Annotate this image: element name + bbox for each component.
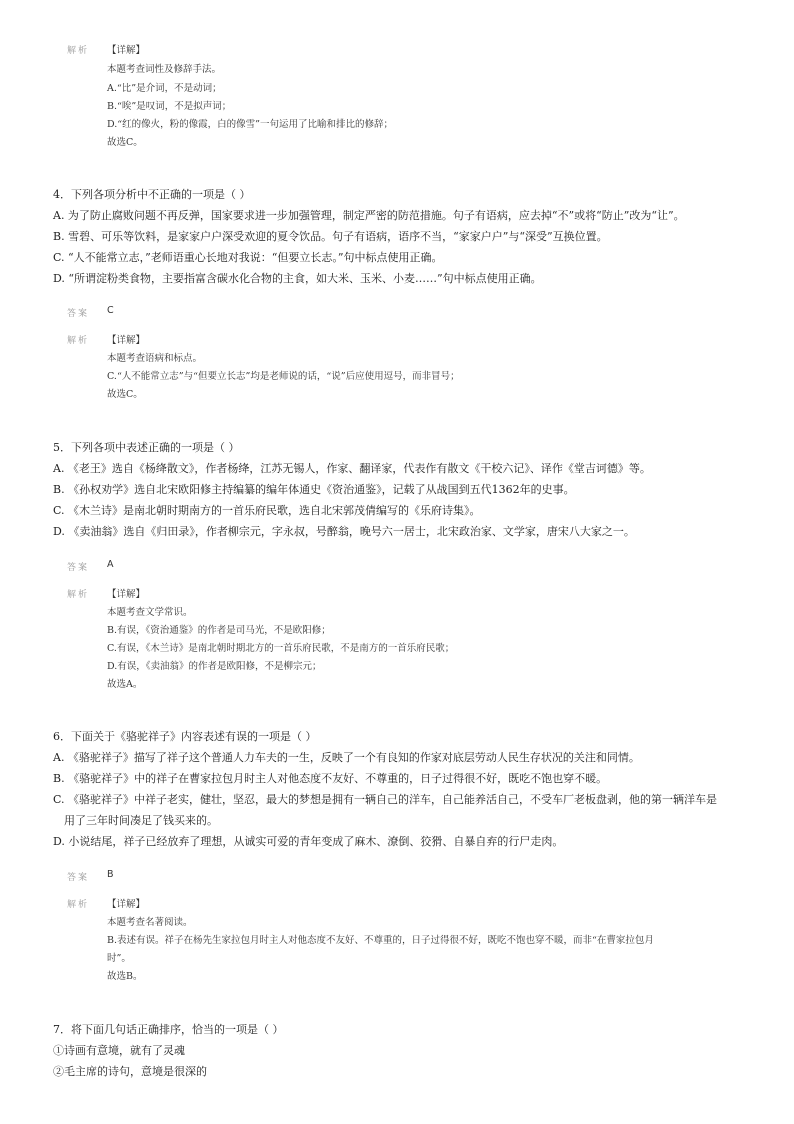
analysis-line: C.有误，《木兰诗》是南北朝时期北方的一首乐府民歌，不是南方的一首乐府民歌； [107, 643, 455, 654]
analysis-line: C.“人不能常立志”与“但要立长志”均是老师说的话，“说”后应使用逗号，而非冒号； [107, 371, 460, 382]
question-stem: 5．下列各项中表述正确的一项是（ ） [53, 441, 240, 454]
analysis-line: B.有误，《资治通鉴》的作者是司马光，不是欧阳修； [107, 625, 331, 636]
analysis-line: B.表述有误。祥子在杨先生家拉包月时主人对他态度不友好、不尊重的，日子过得很不好，既吃不饱也穿不暖，而非“在曹家拉包月 [107, 935, 654, 946]
analysis-label: 解析 [67, 336, 90, 346]
option-d: D. 小说结尾，祥子已经放弃了理想，从诚实可爱的青年变成了麻木、潦倒、狡猾、自暴自弃的行尸走肉。 [53, 835, 564, 848]
option-c: C. 《骆驼祥子》中祥子老实，健壮，坚忍，最大的梦想是拥有一辆自己的洋车，自己能养活自己，不受车厂老板盘剥，他的第一辆洋车是 [53, 793, 718, 806]
analysis-line: B.“唉”是叹词，不是拟声词； [107, 101, 232, 112]
answer-value: A [107, 559, 114, 570]
option-b: B. 雪碧、可乐等饮料，是家家户户深受欢迎的夏令饮品。句子有语病，语序不当，“家家户户”与“深受”互换位置。 [53, 230, 608, 243]
answer-value: B [107, 869, 114, 880]
list-item: ①诗画有意境，就有了灵魂 [53, 1044, 185, 1057]
option-a: A. 为了防止腐败问题不再反弹，国家要求进一步加强管理，制定严密的防范措施。句子有语病，应去掉“不”或将“防止”改为“让”。 [53, 209, 685, 222]
analysis-line: 故选C。 [107, 137, 143, 148]
option-a: A. 《骆驼祥子》描写了祥子这个普通人力车夫的一生，反映了一个有良知的作家对底层劳动人民生存状况的关注和同情。 [53, 751, 640, 764]
option-b: B. 《骆驼祥子》中的祥子在曹家拉包月时主人对他态度不友好、不尊重的，日子过得很不好，既吃不饱也穿不暖。 [53, 772, 608, 785]
detail-tag: 【详解】 [107, 335, 146, 346]
option-d: D. 《卖油翁》选自《归田录》，作者柳宗元，字永叔，号醉翁，晚号六一居士，北宋政治家、文学家，唐宋八大家之一。 [53, 525, 635, 538]
analysis-line: 本题考查词性及修辞手法。 [107, 64, 222, 75]
analysis-line: 故选A。 [107, 679, 143, 690]
option-c: C. “人不能常立志，”老师语重心长地对我说：“但要立长志。”句中标点使用正确。 [53, 251, 443, 264]
analysis-line: 本题考查文学常识。 [107, 607, 193, 618]
option-a: A. 《老王》选自《杨绛散文》，作者杨绛，江苏无锡人，作家、翻译家，代表作有散文《干校六记》、译作《堂吉诃德》等。 [53, 462, 651, 475]
option-c-continued: 用了三年时间凑足了钱买来的。 [64, 814, 218, 827]
question-stem: 7．将下面几句话正确排序，恰当的一项是（ ） [53, 1023, 284, 1036]
option-d: D. “所谓淀粉类食物，主要指富含碳水化合物的主食，如大米、玉米、小麦……”句中标点使用正确。 [53, 272, 542, 285]
analysis-line: D.“红的像火，粉的像霞，白的像雪”一句运用了比喻和排比的修辞； [107, 119, 394, 130]
analysis-line: 故选B。 [107, 971, 143, 982]
answer-label: 答案 [67, 309, 90, 319]
detail-tag: 【详解】 [107, 589, 146, 600]
answer-label: 答案 [67, 563, 90, 573]
analysis-line: 本题考查语病和标点。 [107, 353, 203, 364]
analysis-line: 时”。 [107, 953, 131, 964]
option-c: C. 《木兰诗》是南北朝时期南方的一首乐府民歌，选自北宋郭茂倩编写的《乐府诗集》。 [53, 504, 481, 517]
answer-label: 答案 [67, 873, 90, 883]
question-stem: 4．下列各项分析中不正确的一项是（ ） [53, 188, 251, 201]
analysis-line: 本题考查名著阅读。 [107, 917, 193, 928]
analysis-label: 解析 [67, 46, 90, 56]
detail-tag: 【详解】 [107, 899, 146, 910]
option-b: B. 《孙权劝学》选自北宋欧阳修主持编纂的编年体通史《资治通鉴》，记载了从战国到五代1362年的史事。 [53, 483, 575, 496]
analysis-label: 解析 [67, 900, 90, 910]
question-stem: 6．下面关于《骆驼祥子》内容表述有误的一项是（ ） [53, 730, 317, 743]
list-item: ②毛主席的诗句，意境是很深的 [53, 1065, 207, 1078]
analysis-label: 解析 [67, 590, 90, 600]
detail-tag: 【详解】 [107, 45, 146, 56]
analysis-line: A.“比”是介词，不是动词； [107, 83, 222, 94]
analysis-line: 故选C。 [107, 389, 143, 400]
analysis-line: D.有误，《卖油翁》的作者是欧阳修，不是柳宗元； [107, 661, 322, 672]
answer-value: C [107, 305, 114, 316]
